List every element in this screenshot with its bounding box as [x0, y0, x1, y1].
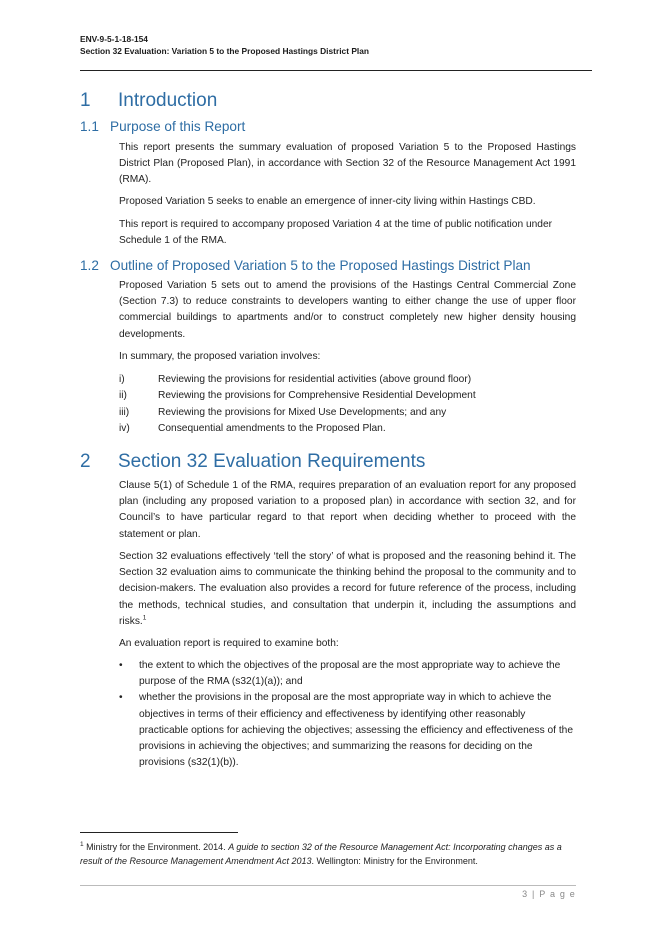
bullet-item [119, 690, 576, 771]
heading-number: 1.2 [80, 258, 99, 273]
heading-text: Purpose of this Report [110, 119, 246, 134]
paragraph: In summary, the proposed variation involves: [119, 351, 321, 362]
list-marker: iv) [119, 422, 130, 434]
bullet-item [119, 658, 576, 690]
footnote-text-end: . Wellington: Ministry for the Environment. [311, 856, 478, 867]
footnote-number: 1 [80, 841, 84, 848]
paragraph-text: Section 32 evaluations effectively ‘tell the story’ of what is proposed and the reasoning behind it. The Section 32 evaluation aims to communicate the thinking behind the proposal to the community and to decision-makers. The evaluation also provides a record for future reference of the process, including the methods, technical studies, and consultation that underpin it, including the assumptions and risks. [119, 551, 576, 627]
document-id: ENV-9-5-1-18-154 [80, 34, 148, 44]
heading-number: 1 [80, 90, 91, 111]
bullet-marker: • [119, 660, 123, 671]
header-divider [80, 70, 592, 71]
footnote [80, 840, 580, 868]
heading-section-32-requirements [80, 451, 425, 473]
bullet-list [119, 658, 576, 771]
summary-list [119, 372, 576, 437]
heading-outline-of-variation [80, 258, 531, 273]
list-item [119, 405, 576, 421]
list-text: Reviewing the provisions for Comprehensive Residential Development [158, 390, 476, 402]
bullet-text: whether the provisions in the proposal are the most appropriate way in which to achieve the objectives in terms of their efficiency and effectiveness by identifying other reasonably practicable options for achieving the objectives; assessing the efficiency and effectiveness of the provisions in achieving the objectives; and summarizing the reasons for deciding on the provisions (s32(1)(b)). [139, 692, 573, 769]
list-item [119, 388, 576, 404]
paragraph: This report is required to accompany proposed Variation 4 at the time of public notification under Schedule 1 of the RMA. [119, 219, 553, 247]
heading-number: 1.1 [80, 119, 99, 134]
paragraph [119, 549, 576, 630]
heading-text: Section 32 Evaluation Requirements [118, 451, 426, 472]
list-item [119, 372, 576, 388]
page-number: 3 | P a g e [522, 889, 576, 899]
list-item [119, 421, 576, 437]
heading-purpose-of-report [80, 119, 245, 134]
paragraph: Clause 5(1) of Schedule 1 of the RMA, requires preparation of an evaluation report for any proposed plan (including any proposed variation to a proposed plan) in accordance with section 32, and for Council’s to have particular regard to that report when deciding whether to proceed with the statement or plan. [119, 480, 576, 540]
footnote-divider [80, 832, 238, 833]
list-text: Reviewing the provisions for Mixed Use Developments; and any [158, 406, 447, 418]
paragraph: Proposed Variation 5 sets out to amend the provisions of the Hastings Central Commercial Zone (Section 7.3) to reduce constraints to developers wanting to either change the use of upper floor commercial buildings to apartments and/or to construct completely new higher density housing developments. [119, 280, 576, 340]
list-marker: i) [119, 374, 125, 385]
document-title: Section 32 Evaluation: Variation 5 to the Proposed Hastings District Plan [80, 46, 370, 56]
paragraph: An evaluation report is required to examine both: [119, 638, 339, 649]
bullet-marker: • [119, 692, 123, 704]
paragraph: Proposed Variation 5 seeks to enable an emergence of inner-city living within Hastings CBD. [119, 196, 536, 207]
list-marker: iii) [119, 406, 130, 418]
list-marker: ii) [119, 390, 127, 402]
footnote-text: Ministry for the Environment. 2014. [83, 842, 229, 852]
list-text: Reviewing the provisions for residential activities (above ground floor) [158, 374, 472, 385]
footer-divider [80, 885, 576, 886]
footnote-reference[interactable]: 1 [142, 614, 147, 622]
list-text: Consequential amendments to the Proposed Plan. [158, 422, 386, 434]
running-header [80, 33, 369, 57]
heading-text: Outline of Proposed Variation 5 to the Proposed Hastings District Plan [110, 258, 531, 273]
heading-introduction [80, 90, 217, 112]
heading-text: Introduction [118, 90, 218, 111]
heading-number: 2 [80, 451, 91, 472]
footnote-citation-title: A guide to section 32 of the Resource Management Act: Incorporating changes as a result of the Resource Management Amendment Act 2013 [80, 842, 562, 867]
paragraph: This report presents the summary evaluation of proposed Variation 5 to the Proposed Hastings District Plan (Proposed Plan), in accordance with Section 32 of the Resource Management Act 1991 (RMA). [119, 142, 576, 186]
bullet-text: the extent to which the objectives of the proposal are the most appropriate way to achieve the purpose of the RMA (s32(1)(a)); and [139, 660, 561, 688]
